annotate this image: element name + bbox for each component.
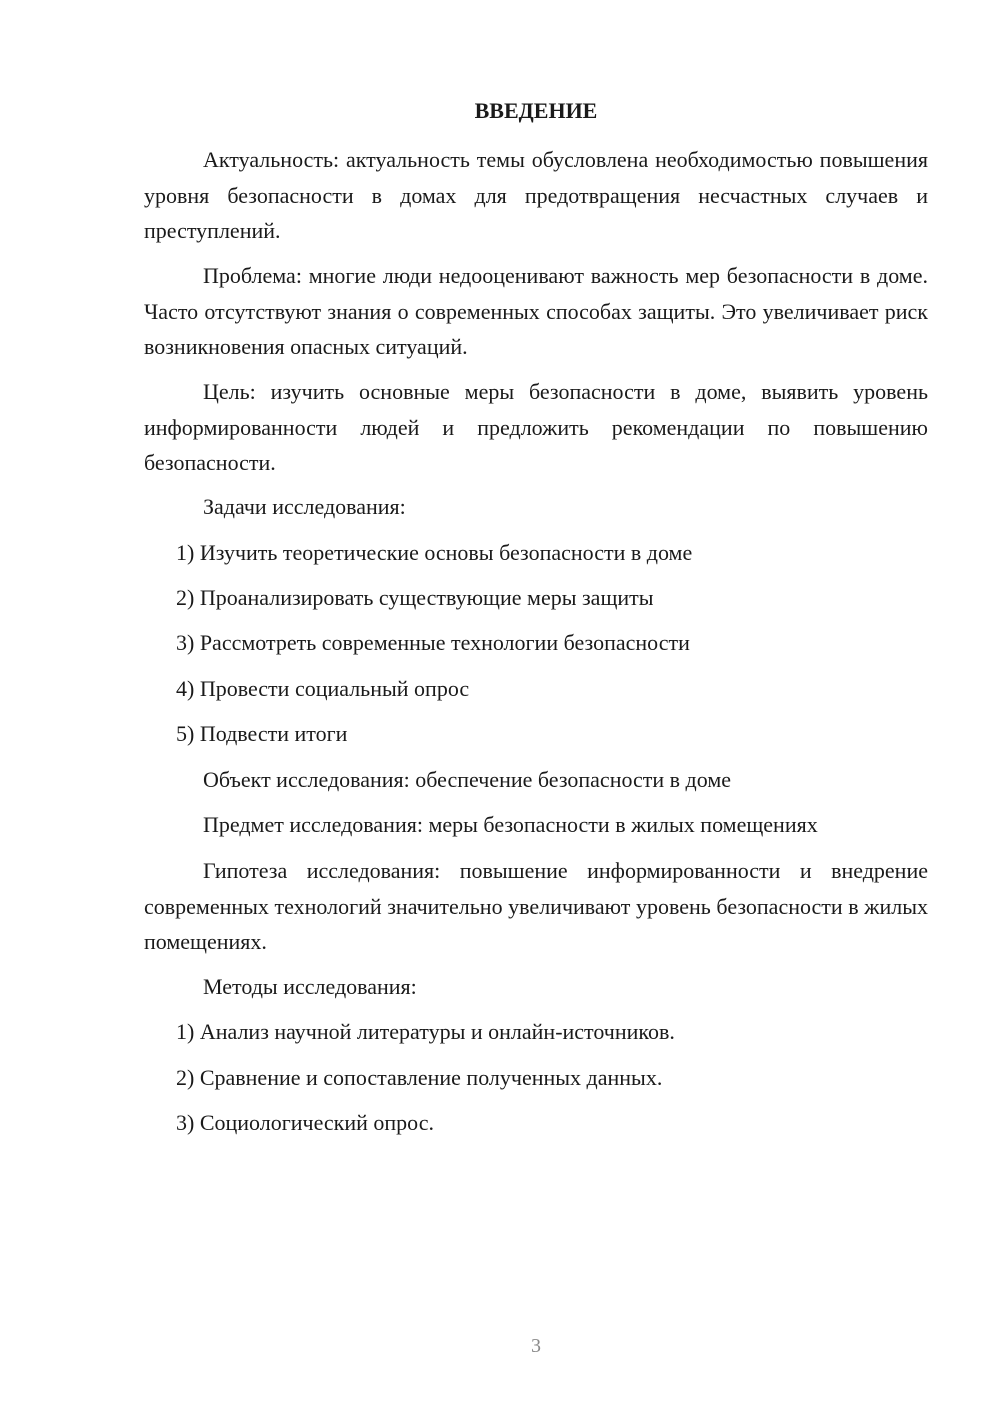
section-title: ВВЕДЕНИЕ <box>474 98 598 123</box>
task-item: 3) Рассмотреть современные технологии безопасности <box>176 630 690 655</box>
subject-line: Предмет исследования: меры безопасности в жилых помещениях <box>203 812 818 837</box>
page-number: 3 <box>531 1335 541 1357</box>
task-item: 5) Подвести итоги <box>176 721 348 746</box>
method-item: 3) Социологический опрос. <box>176 1110 434 1135</box>
method-item: 1) Анализ научной литературы и онлайн-источников. <box>176 1019 675 1044</box>
tasks-heading: Задачи исследования: <box>203 494 406 519</box>
problem-paragraph: Проблема: многие люди недооценивают важность мер безопасности в доме. Часто отсутствуют знания о современных способах защиты. Это увеличивает риск возникновения опасных ситуаций. <box>144 263 928 359</box>
task-item: 1) Изучить теоретические основы безопасности в доме <box>176 540 693 565</box>
method-item: 2) Сравнение и сопоставление полученных данных. <box>176 1065 663 1090</box>
object-line: Объект исследования: обеспечение безопасности в доме <box>203 767 732 792</box>
task-item: 2) Проанализировать существующие меры защиты <box>176 585 654 610</box>
relevance-paragraph: Актуальность: актуальность темы обусловлена необходимостью повышения уровня безопасности в домах для предотвращения несчастных случаев и преступлений. <box>144 147 928 243</box>
task-item: 4) Провести социальный опрос <box>176 676 470 701</box>
hypothesis-paragraph: Гипотеза исследования: повышение информированности и внедрение современных технологий значительно увеличивают уровень безопасности в жилых помещениях. <box>144 858 928 954</box>
methods-heading: Методы исследования: <box>203 974 417 999</box>
goal-paragraph: Цель: изучить основные меры безопасности в доме, выявить уровень информированности людей и предложить рекомендации по повышению безопасности. <box>144 379 928 475</box>
